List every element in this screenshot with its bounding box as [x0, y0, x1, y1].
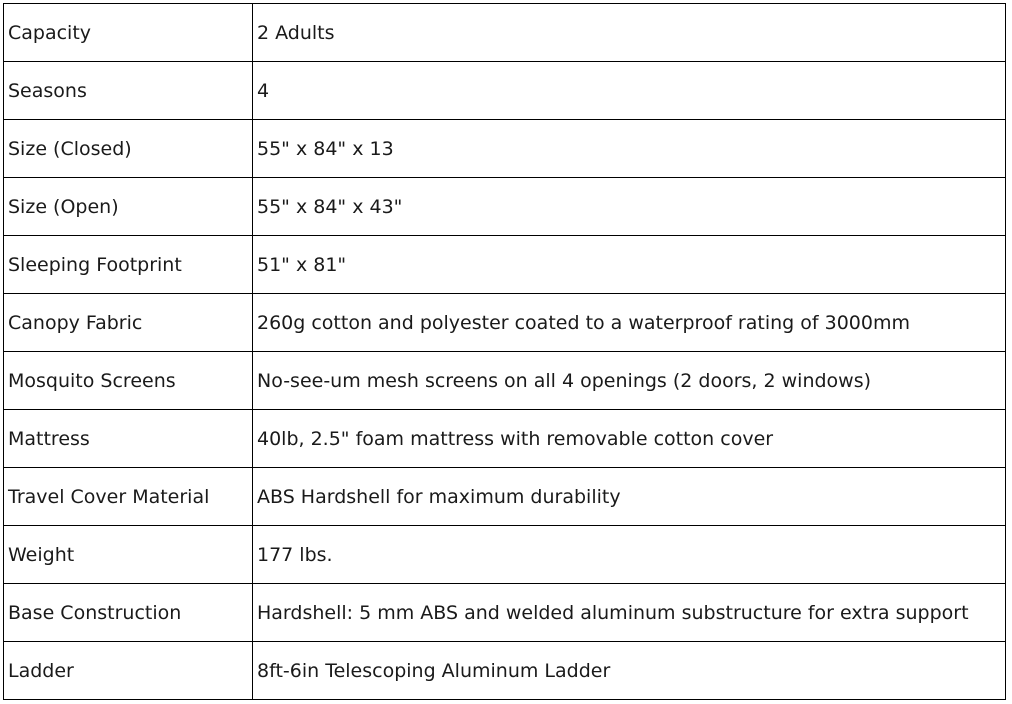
spec-value: Hardshell: 5 mm ABS and welded aluminum substructure for extra support — [253, 584, 1006, 642]
spec-label: Base Construction — [4, 584, 253, 642]
spec-value: 55" x 84" x 13 — [253, 120, 1006, 178]
spec-value: ABS Hardshell for maximum durability — [253, 468, 1006, 526]
table-row — [4, 584, 1006, 642]
spec-label: Mosquito Screens — [4, 352, 253, 410]
table-row — [4, 468, 1006, 526]
spec-value: 55" x 84" x 43" — [253, 178, 1006, 236]
spec-label: Mattress — [4, 410, 253, 468]
spec-value: No-see-um mesh screens on all 4 openings (2 doors, 2 windows) — [253, 352, 1006, 410]
spec-value: 2 Adults — [253, 4, 1006, 62]
table-row — [4, 642, 1006, 700]
table-row — [4, 62, 1006, 120]
spec-value: 40lb, 2.5" foam mattress with removable cotton cover — [253, 410, 1006, 468]
table-row — [4, 294, 1006, 352]
table-row — [4, 4, 1006, 62]
spec-label: Canopy Fabric — [4, 294, 253, 352]
table-row — [4, 352, 1006, 410]
spec-value: 51" x 81" — [253, 236, 1006, 294]
spec-label: Travel Cover Material — [4, 468, 253, 526]
spec-label: Size (Open) — [4, 178, 253, 236]
spec-value: 4 — [253, 62, 1006, 120]
table-row — [4, 178, 1006, 236]
spec-label: Size (Closed) — [4, 120, 253, 178]
table-row — [4, 236, 1006, 294]
spec-value: 260g cotton and polyester coated to a waterproof rating of 3000mm — [253, 294, 1006, 352]
table-row — [4, 410, 1006, 468]
spec-label: Capacity — [4, 4, 253, 62]
spec-value: 8ft-6in Telescoping Aluminum Ladder — [253, 642, 1006, 700]
spec-table — [3, 3, 1006, 700]
table-row — [4, 120, 1006, 178]
spec-label: Weight — [4, 526, 253, 584]
table-row — [4, 526, 1006, 584]
spec-label: Ladder — [4, 642, 253, 700]
spec-value: 177 lbs. — [253, 526, 1006, 584]
spec-label: Sleeping Footprint — [4, 236, 253, 294]
spec-label: Seasons — [4, 62, 253, 120]
